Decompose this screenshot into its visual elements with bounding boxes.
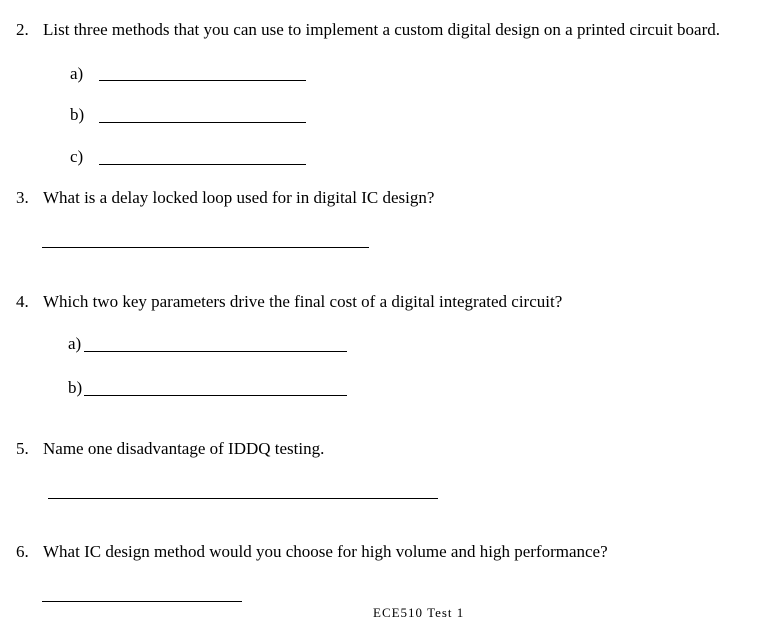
question-number: 2. xyxy=(16,20,29,39)
question-3 xyxy=(16,188,434,208)
answer-line-3[interactable] xyxy=(42,247,369,248)
option-label-b: b) xyxy=(70,105,85,124)
page-footer: ECE510 Test 1 xyxy=(373,605,465,620)
question-text: What is a delay locked loop used for in digital IC design? xyxy=(43,188,435,207)
answer-line-2b[interactable] xyxy=(99,122,306,123)
question-5 xyxy=(16,439,324,459)
option-label-b: b) xyxy=(68,378,83,397)
answer-line-6[interactable] xyxy=(42,601,242,602)
question-text: Which two key parameters drive the final cost of a digital integrated circuit? xyxy=(43,292,563,311)
question-number: 4. xyxy=(16,292,29,311)
question-number: 6. xyxy=(16,542,29,561)
answer-line-4b[interactable] xyxy=(84,395,347,396)
question-text: What IC design method would you choose for high volume and high performance? xyxy=(43,542,608,561)
question-text: List three methods that you can use to implement a custom digital design on a printed circuit board. xyxy=(43,20,721,39)
option-label-a: a) xyxy=(68,334,82,353)
answer-line-2c[interactable] xyxy=(99,164,306,165)
option-label-c: c) xyxy=(70,147,84,166)
answer-line-2a[interactable] xyxy=(99,80,306,81)
option-label-a: a) xyxy=(70,64,84,83)
question-text: Name one disadvantage of IDDQ testing. xyxy=(43,439,325,458)
question-4 xyxy=(16,292,562,312)
answer-line-4a[interactable] xyxy=(84,351,347,352)
question-2 xyxy=(16,20,720,40)
question-number: 3. xyxy=(16,188,29,207)
answer-line-5[interactable] xyxy=(48,498,438,499)
question-number: 5. xyxy=(16,439,29,458)
question-6 xyxy=(16,542,608,562)
